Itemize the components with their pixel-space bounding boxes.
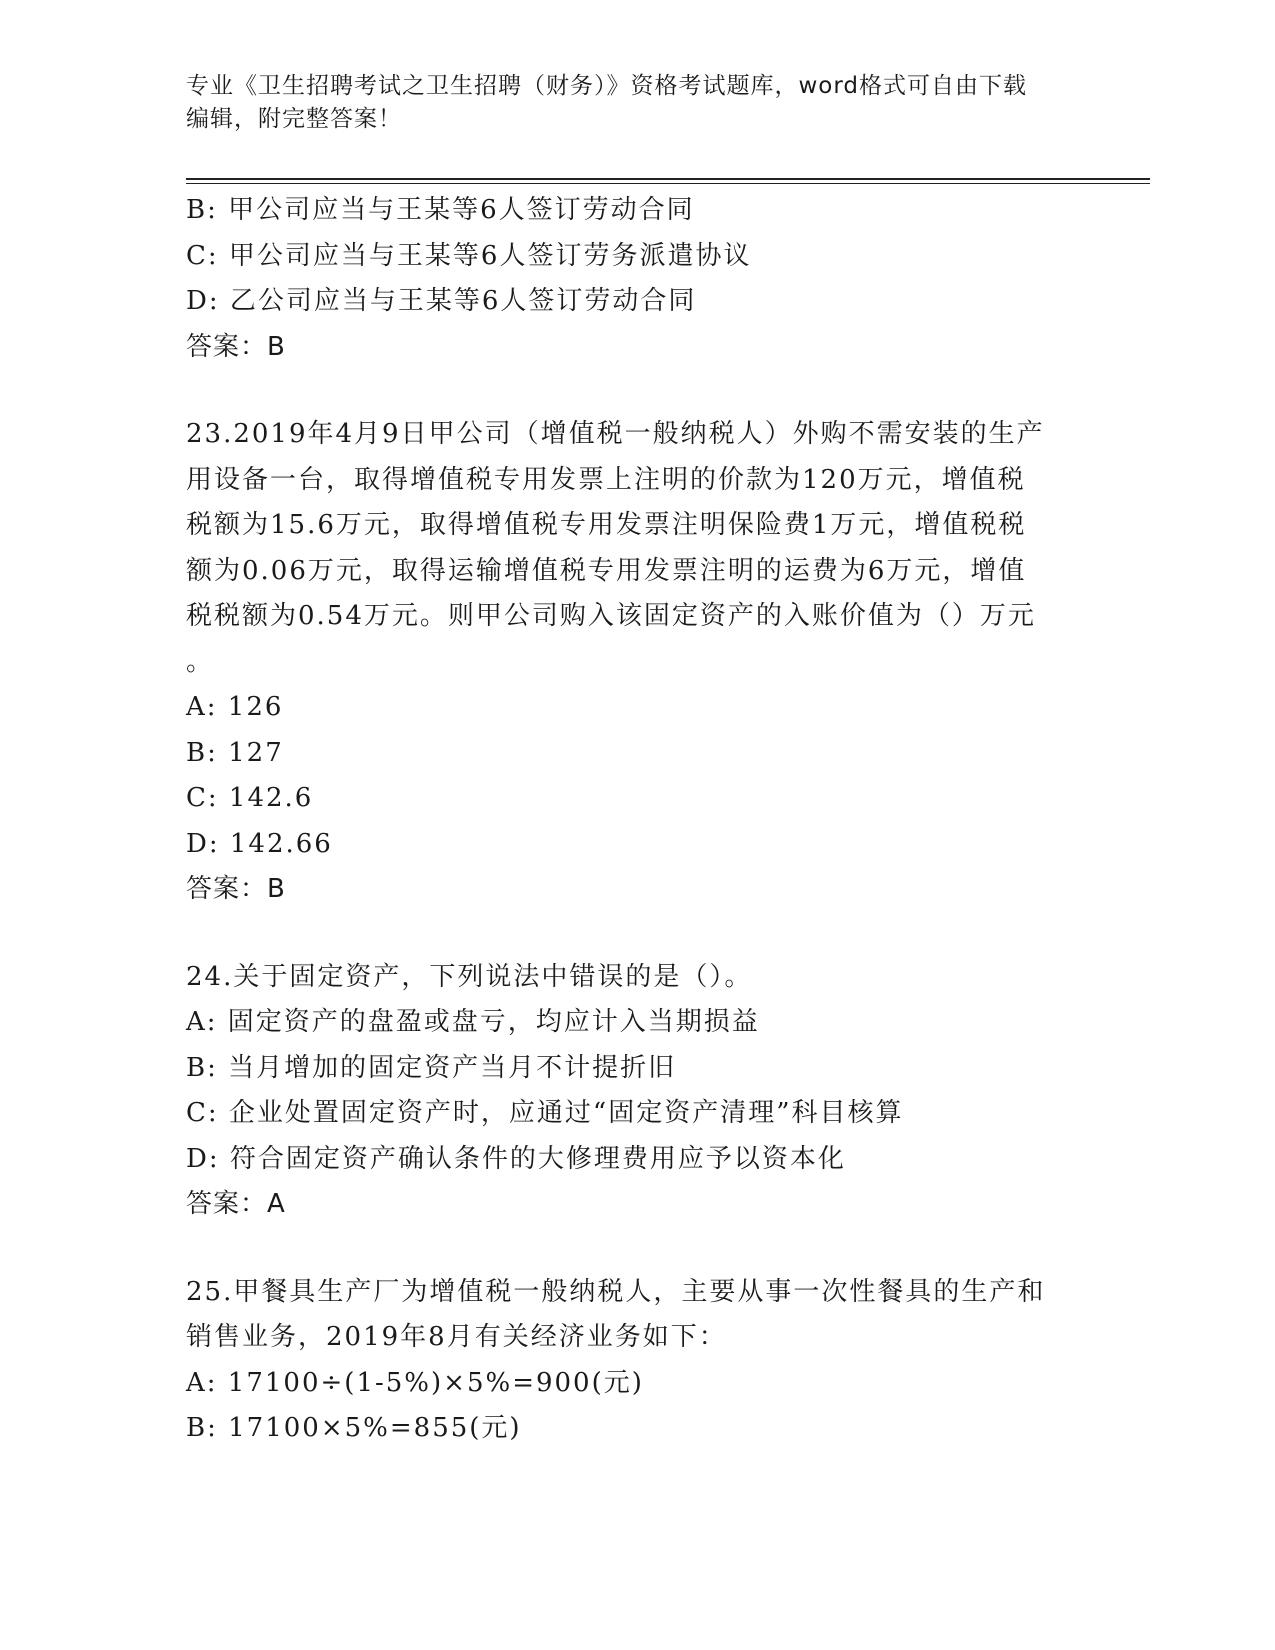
question-stem-line: 税税额为0.54万元。则甲公司购入该固定资产的入账价值为（）万元: [186, 601, 1036, 631]
option-b: B: 甲公司应当与王某等6人签订劳动合同: [186, 195, 695, 225]
question-stem-line: 24.关于固定资产，下列说法中错误的是（）。: [186, 961, 753, 992]
option-a: A: 固定资产的盘盈或盘亏，均应计入当期损益: [186, 1007, 760, 1037]
question-23: [186, 412, 1086, 913]
header-rule-thin: [186, 183, 1150, 184]
answer: 答案：A: [186, 1189, 286, 1219]
option-d: D: 乙公司应当与王某等6人签订劳动合同: [186, 286, 697, 316]
option-d: D: 142.66: [186, 828, 333, 859]
question-stem-line: 。: [186, 646, 215, 677]
header-line-2: 编辑，附完整答案！: [186, 106, 402, 132]
document-header: [186, 70, 1086, 136]
question-content: [186, 188, 1086, 1452]
option-b: B: 127: [186, 737, 284, 768]
question-stem-line: 销售业务，2019年8月有关经济业务如下：: [186, 1322, 727, 1352]
question-stem-line: 25.甲餐具生产厂为增值税一般纳税人，主要从事一次性餐具的生产和: [186, 1276, 1046, 1307]
question-stem-line: 税额为15.6万元，取得增值税专用发票注明保险费1万元，增值税税: [186, 510, 1027, 540]
question-25: [186, 1270, 1086, 1452]
question-stem-line: 23.2019年4月9日甲公司（增值税一般纳税人）外购不需安装的生产: [186, 419, 1045, 449]
option-c: C: 142.6: [186, 783, 314, 813]
header-rule-thick: [186, 178, 1150, 180]
option-b: B: 17100×5%=855(元): [186, 1413, 522, 1443]
option-c: C: 甲公司应当与王某等6人签订劳务派遣协议: [186, 240, 752, 271]
header-line-1: 专业《卫生招聘考试之卫生招聘（财务）》资格考试题库，word格式可自由下载: [186, 73, 1028, 99]
option-a: A: 17100÷(1-5%)×5%=900(元): [186, 1367, 644, 1398]
question-stem-line: 用设备一台，取得增值税专用发票上注明的价款为120万元，增值税: [186, 464, 1026, 495]
answer: 答案：B: [186, 331, 286, 362]
option-a: A: 126: [186, 692, 284, 722]
question-stem-line: 额为0.06万元，取得运输增值税专用发票注明的运费为6万元，增值: [186, 555, 1027, 586]
option-c: C: 企业处置固定资产时，应通过“固定资产清理”科目核算: [186, 1098, 904, 1128]
question-24: [186, 955, 1086, 1228]
question-22-tail: [186, 188, 1086, 370]
answer: 答案：B: [186, 874, 286, 904]
option-b: B: 当月增加的固定资产当月不计提折旧: [186, 1052, 677, 1083]
option-d: D: 符合固定资产确认条件的大修理费用应予以资本化: [186, 1143, 846, 1174]
